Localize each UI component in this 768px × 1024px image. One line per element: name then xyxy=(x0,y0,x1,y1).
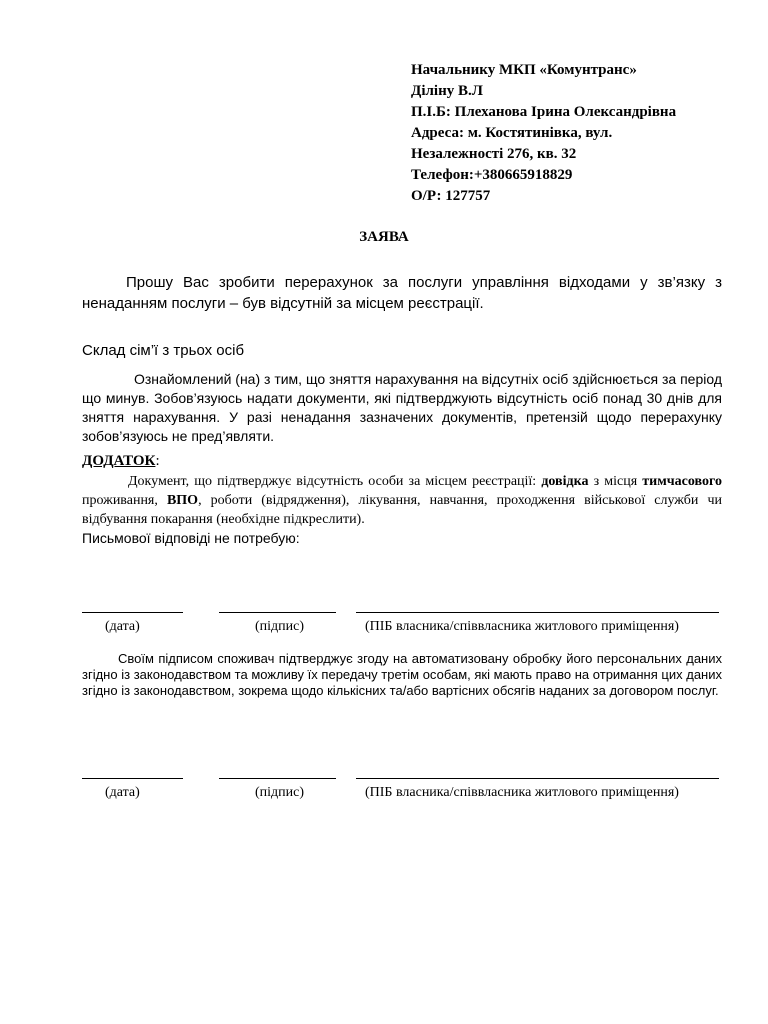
notice-paragraph: Ознайомлений (на) з тим, що зняття нарахування на відсутніх осіб здійснюється за період що минув. Зобов’язуюсь надати документи, які підтверджують відсутність осіб понад 30 днів для зняття нарахування. У разі ненадання зазначених документів, претензій щодо перерахунку зобов’язуюсь не пред’являти. xyxy=(82,371,722,444)
annex-text-part: Документ, що підтверджує відсутність особи за місцем реєстрації: xyxy=(128,474,542,489)
annex-text-part: з місця xyxy=(588,474,643,489)
annex-heading-text: ДОДАТОК xyxy=(82,453,156,469)
signature-label: (підпис) xyxy=(255,619,305,634)
consent-paragraph: Своїм підписом споживач підтверджує згоду на автоматизовану обробку його персональних даних згідно із законодавством та можливу їх передачу третім особам, які мають право на отримання цих даних згідно із законодавством, зокрема щодо кількісних та/або вартісних обсягів наданих за договором послуг. xyxy=(82,651,722,698)
annex-paragraph xyxy=(82,472,722,529)
annex-heading xyxy=(82,453,160,470)
family-composition: Склад сім’ї з трьох осіб xyxy=(82,342,245,359)
addressee-recipient-name: Діліну В.Л xyxy=(411,83,483,99)
request-paragraph: Прошу Вас зробити перерахунок за послуги управління відходами у зв’язку з ненаданням послуги – був відсутній за місцем реєстрації. xyxy=(82,274,722,312)
annex-bold-temporary: тимчасового xyxy=(642,474,722,489)
document-title: ЗАЯВА xyxy=(359,229,409,245)
annex-bold-certificate: довідка xyxy=(541,474,589,489)
date-label: (дата) xyxy=(105,785,140,800)
signature-label: (підпис) xyxy=(255,785,305,800)
date-line xyxy=(82,778,183,779)
applicant-name: П.І.Б: Плеханова Ірина Олександрівна xyxy=(411,104,677,120)
applicant-phone: Телефон:+380665918829 xyxy=(411,167,573,183)
owner-name-label: (ПІБ власника/співвласника житлового приміщення) xyxy=(365,619,679,634)
owner-name-line xyxy=(356,612,719,613)
owner-name-label: (ПІБ власника/співвласника житлового приміщення) xyxy=(365,785,679,800)
date-line xyxy=(82,612,183,613)
addressee-recipient: Начальнику МКП «Комунтранс» xyxy=(411,62,637,78)
annex-text-part: проживання, xyxy=(82,493,167,508)
annex-heading-colon: : xyxy=(155,453,160,469)
applicant-address-line2: Незалежності 276, кв. 32 xyxy=(411,146,577,162)
annex-bold-idp: ВПО xyxy=(166,493,199,508)
addressee-block xyxy=(411,60,676,207)
date-label: (дата) xyxy=(105,619,140,634)
annex-text-part: , роботи (відрядження), лікування, навчання, проходження військової служби чи відбування покарання (необхідне підкреслити). xyxy=(82,493,723,527)
signature-line xyxy=(219,612,336,613)
signature-line xyxy=(219,778,336,779)
applicant-account: О/Р: 127757 xyxy=(411,188,491,204)
applicant-address-line1: Адреса: м. Костятинівка, вул. xyxy=(411,125,613,141)
owner-name-line xyxy=(356,778,719,779)
no-reply-note: Письмової відповіді не потребую: xyxy=(82,530,300,546)
